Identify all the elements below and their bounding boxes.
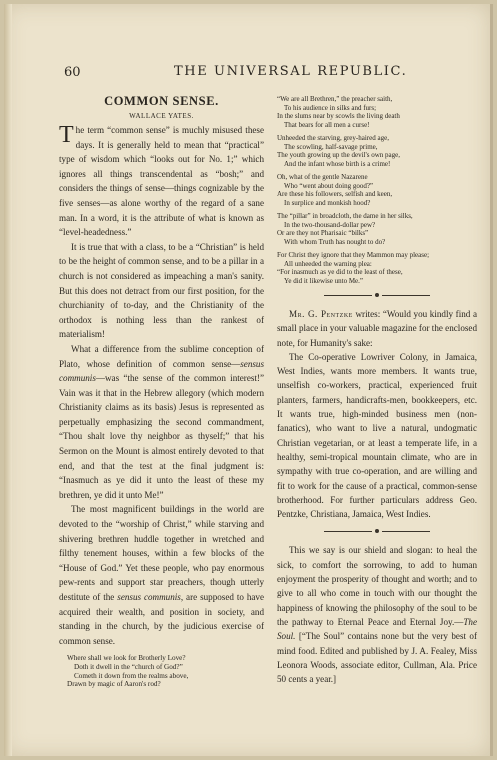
poem-left-stanza-1 [67, 654, 264, 688]
poem-right-stanza-5 [277, 251, 477, 285]
notice-paragraph-2: The Co-operative Lowriver Colony, in Jamaica, West Indies, wants more members. It wants true, unselfish co-workers, practical, experienced fruit planters, farmers, handicrafts-men, bookkeepers, etc. It wants true, high-minded business men (non-fanatics), who want to live a natural, undogmatic Christian vegetarian, or at least a temperate life, in a healthy, semi-tropical mountain climate, who are in sympathy with true co-operation, and are willing and fit to work for the cause of a practical, common-sense brotherhood. For further particulars address Geo. Pentzke, Christiana, Jamaica, West Indies. [277, 351, 477, 520]
closing-source-title: The Soul. [277, 616, 477, 642]
notice-paragraph-1 [277, 307, 477, 350]
page-number: 60 [64, 65, 81, 80]
poem-line: “We are all Brethren,” the preacher saith, [277, 95, 393, 103]
section-divider [277, 529, 477, 533]
divider-ornament [375, 529, 379, 533]
poem-line: Unheeded the starving, grey-haired age, [277, 134, 389, 142]
left-column [59, 92, 264, 693]
poem-line: “For inasmuch as ye did to the least of these, [277, 268, 403, 276]
poem-line: To his audience in silks and furs; [284, 103, 377, 112]
poem-right [277, 95, 477, 285]
poem-line: With whom Truth has nought to do? [284, 237, 386, 246]
section-divider [277, 293, 477, 297]
article-byline: WALLACE YATES. [129, 112, 194, 120]
poem-line: Doth it dwell in the “church of God?” [74, 662, 183, 671]
poem-line: And the infant whose birth is a crime! [284, 159, 391, 168]
article-paragraph-4-a: The most magnificent buildings in the world are devoted to the “worship of Christ,” while starving and shivering brethren huddle together in wretched and filthy tenement houses, within a few blocks of the “House of God.” Yet these people, who pay enormous pew-rents and support star preachers, though utterly destitute of the [59, 504, 264, 602]
poem-left [67, 654, 264, 688]
poem-line: Who “went about doing good?” [284, 181, 374, 190]
poem-right-stanza-3 [277, 173, 477, 207]
magazine-page [4, 4, 493, 756]
poem-line: The scowling, half-savage prime, [284, 142, 378, 151]
divider-rule [324, 295, 372, 296]
drop-cap: T [59, 122, 74, 148]
running-head: THE UNIVERSAL REPUBLIC. [174, 64, 408, 79]
notice-section [277, 307, 477, 521]
poem-line: Drawn by magic of Aaron's rod? [67, 680, 161, 689]
closing-section [277, 543, 477, 686]
notice-paragraph-1-text: writes: “Would you kindly find a small place in your valuable magazine for the enclosed note, for Humanity's sake: [277, 309, 477, 348]
poem-line: In surplice and monkish hood? [284, 198, 371, 207]
poem-right-stanza-1 [277, 95, 477, 129]
divider-rule [324, 531, 372, 532]
article-paragraph-4 [59, 502, 264, 648]
divider-rule [382, 295, 430, 296]
closing-paragraph [277, 543, 477, 686]
poem-line: All unheeded the warning plea: [284, 259, 372, 268]
article-paragraph-3-a: What a difference from the sublime conception of Plato, whose definition of common sense— [59, 343, 264, 369]
divider-ornament [375, 293, 379, 297]
poem-line: Are these his followers, selfish and keen, [277, 190, 393, 198]
poem-line: In the slums near by scowls the living death [277, 112, 400, 120]
article-title: COMMON SENSE. [104, 94, 219, 108]
poem-line: For Christ they ignore that they Mammon may please; [277, 251, 430, 259]
poem-line: The “pillar” in broadcloth, the dame in her silks, [277, 212, 413, 220]
poem-right-stanza-4 [277, 212, 477, 246]
right-column [277, 95, 477, 686]
poem-right-stanza-2 [277, 134, 477, 168]
closing-text-b: [“The Soul” contains none but the very best of mind food. Edited and published by J. A. Fealey, Miss Leonora Woods, associate editor, Cullman, Ala. Price 50 cents a year.] [277, 631, 477, 685]
poem-line: Where shall we look for Brotherly Love? [67, 654, 186, 663]
poem-line: That bears for all men a curse! [284, 120, 370, 129]
article-paragraph-1 [59, 123, 264, 240]
notice-author: Mr. G. Pentzke [289, 309, 353, 319]
article-paragraph-2: It is true that with a class, to be a “Christian” is held to be the height of common sense, and to be a pillar in a church is not considered as impeaching a man's sanity. But this does not detract from our first position, for the churchianity of to-day, and the Christianity of the orthodox is nothing less than the rankest of materialism! [59, 241, 264, 340]
poem-line: Ye did it likewise unto Me.” [284, 276, 364, 285]
poem-line: In the two-thousand-dollar pew? [284, 220, 376, 229]
article-paragraph-3 [59, 342, 264, 503]
article-paragraph-3-b: —was “the sense of the common interest!” Vain was it that in the Hebrew allegory (which modern Christianity claims as its basis) Jesus is represented as perpetually emphasizing the second commandment, “Thou shalt love thy neighbor as thyself;” that his Sermon on the Mount is almost entirely devoted to that end, and that the test at the final judgment is: “Inasmuch as ye did it unto the least of these my brethren, ye did it unto Me!” [59, 373, 264, 500]
article-paragraph-4-italic: sensus communis [117, 592, 181, 602]
article-paragraph-1-text: he term “common sense” is muchly misused these days. It is generally held to mean that “practical” type of wisdom which “looks out for No. 1;” which ignores all things transcendental as “bosh;” and considers the things of sense—things cognizable by the five senses—as alone worthy of the regard of a sane man. In a word, it is the attribute of what is known as “level-headedness.” [59, 125, 264, 238]
closing-text-a: This we say is our shield and slogan: to heal the sick, to comfort the sorrowing, to add to human enjoyment the prosperity of thought and worth; and to give to all who come in touch with our thought the happiness of knowing the philosophy of the soul to be the pathway to Eternal Peace and Eternal Joy.— [277, 545, 477, 627]
poem-line: The youth growing up the devil's own page, [277, 151, 400, 159]
poem-line: Oh, what of the gentle Nazarene [277, 173, 368, 181]
article-paragraph-4-b: , are supposed to have acquired their wealth, and position in society, and standing in the church, by the judicious exercise of common sense. [59, 592, 265, 646]
divider-rule [382, 531, 430, 532]
article-paragraph-3-italic: sensus communis [59, 358, 264, 384]
page-spine-shadow [4, 4, 12, 756]
poem-line: Cometh it down from the realms above, [74, 671, 189, 680]
poem-line: Or are they not Pharisaic “bilks” [277, 229, 369, 237]
